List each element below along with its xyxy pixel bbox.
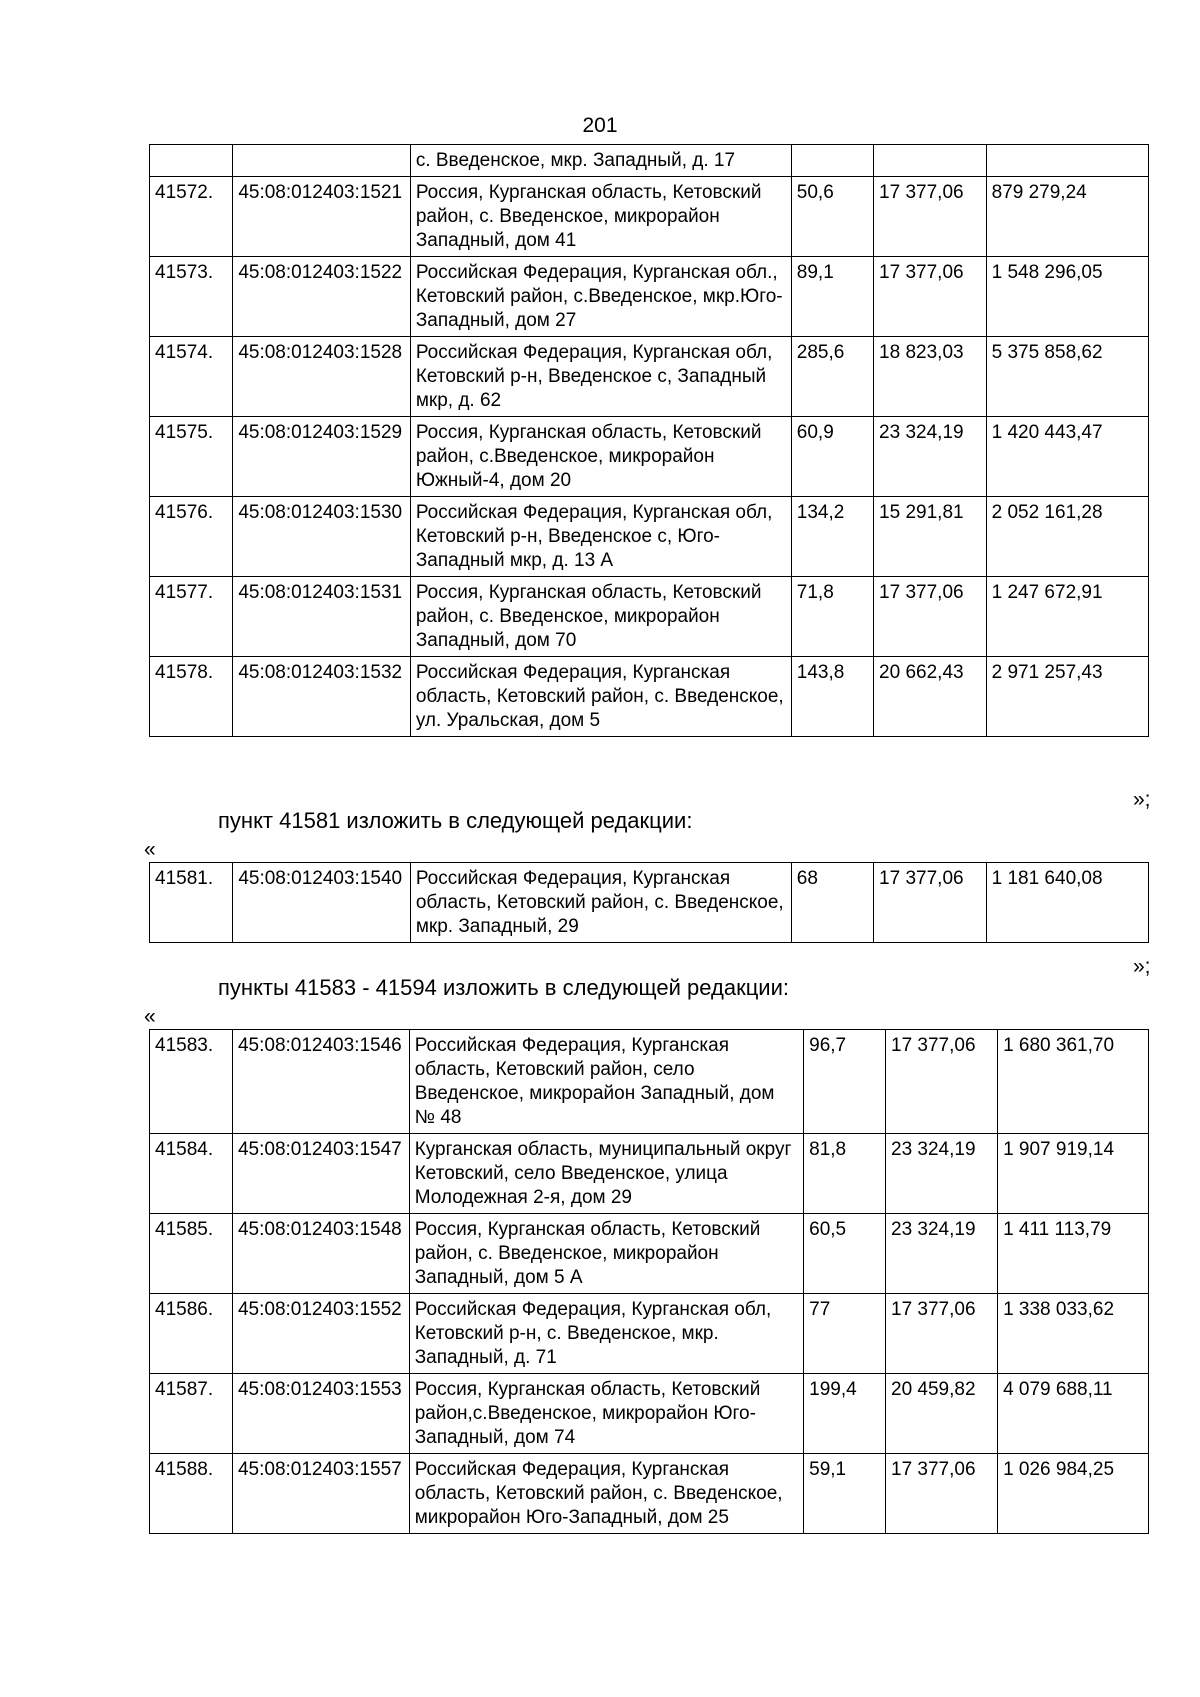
item-number-cell: 41583.	[150, 1030, 233, 1134]
item-number-cell: 41573.	[150, 257, 233, 337]
cadastral-number-cell: 45:08:012403:1530	[233, 497, 411, 577]
address-cell: Россия, Курганская область, Кетовский район, с. Введенское, микрорайон Западный, дом 70	[410, 577, 791, 657]
cadastral-number-cell: 45:08:012403:1528	[233, 337, 411, 417]
item-number-cell: 41575.	[150, 417, 233, 497]
area-cell: 60,9	[791, 417, 873, 497]
item-number-cell: 41585.	[150, 1214, 233, 1294]
address-cell: Россия, Курганская область, Кетовский район, с. Введенское, микрорайон Западный, дом 5 А	[409, 1214, 803, 1294]
table-row	[150, 1374, 1149, 1454]
cadastral-number-cell: 45:08:012403:1553	[232, 1374, 409, 1454]
cadastral-number-cell: 45:08:012403:1540	[233, 863, 411, 943]
table-row	[150, 1214, 1149, 1294]
cadastral-value-cell: 1 247 672,91	[986, 577, 1148, 657]
address-cell: Российская Федерация, Курганская обл., Кетовский район, с.Введенское, мкр.Юго-Западный, дом 27	[410, 257, 791, 337]
cadastral-number-cell: 45:08:012403:1529	[233, 417, 411, 497]
registry-table-2	[149, 862, 1149, 943]
item-number-cell: 41586.	[150, 1294, 233, 1374]
table-row	[150, 577, 1149, 657]
unit-price-cell: 17 377,06	[886, 1294, 998, 1374]
cadastral-value-cell: 1 026 984,25	[998, 1454, 1149, 1534]
table-row	[150, 1294, 1149, 1374]
table-row	[150, 337, 1149, 417]
cadastral-value-cell: 1 420 443,47	[986, 417, 1148, 497]
table-row	[150, 657, 1149, 737]
address-cell: Российская Федерация, Курганская область, Кетовский район, село Введенское, микрорайон Западный, дом № 48	[409, 1030, 803, 1134]
area-cell: 89,1	[791, 257, 873, 337]
item-number-cell: 41587.	[150, 1374, 233, 1454]
instruction-text: пункты 41583 - 41594 изложить в следующей редакции:	[218, 975, 790, 1000]
unit-price-cell: 17 377,06	[874, 177, 987, 257]
item-number-cell	[150, 145, 233, 177]
table-row	[150, 257, 1149, 337]
cadastral-number-cell: 45:08:012403:1521	[233, 177, 411, 257]
address-cell: Россия, Курганская область, Кетовский район,с.Введенское, микрорайон Юго-Западный, дом 74	[409, 1374, 803, 1454]
unit-price-cell: 17 377,06	[886, 1454, 998, 1534]
page-number: 201	[582, 114, 618, 137]
cadastral-value-cell: 2 052 161,28	[986, 497, 1148, 577]
cadastral-number-cell: 45:08:012403:1532	[233, 657, 411, 737]
unit-price-cell: 17 377,06	[874, 863, 987, 943]
area-cell: 96,7	[804, 1030, 886, 1134]
cadastral-value-cell: 879 279,24	[986, 177, 1148, 257]
cadastral-number-cell: 45:08:012403:1546	[232, 1030, 409, 1134]
area-cell: 68	[791, 863, 873, 943]
registry-table-3	[149, 1029, 1149, 1534]
area-cell: 71,8	[791, 577, 873, 657]
unit-price-cell: 17 377,06	[874, 577, 987, 657]
address-cell: Российская Федерация, Курганская область, Кетовский район, с. Введенское, ул. Уральская, дом 5	[410, 657, 791, 737]
item-number-cell: 41578.	[150, 657, 233, 737]
cadastral-number-cell: 45:08:012403:1548	[232, 1214, 409, 1294]
area-cell: 81,8	[804, 1134, 886, 1214]
opening-quote: «	[144, 1005, 156, 1028]
cadastral-value-cell: 1 907 919,14	[998, 1134, 1149, 1214]
instruction-text: пункт 41581 изложить в следующей редакции:	[218, 808, 693, 833]
unit-price-cell	[874, 145, 987, 177]
cadastral-number-cell: 45:08:012403:1552	[232, 1294, 409, 1374]
area-cell	[791, 145, 873, 177]
item-number-cell: 41581.	[150, 863, 233, 943]
table-row	[150, 863, 1149, 943]
table-row	[150, 497, 1149, 577]
cadastral-number-cell: 45:08:012403:1557	[232, 1454, 409, 1534]
cadastral-value-cell: 1 411 113,79	[998, 1214, 1149, 1294]
item-number-cell: 41576.	[150, 497, 233, 577]
unit-price-cell: 20 662,43	[874, 657, 987, 737]
unit-price-cell: 23 324,19	[886, 1134, 998, 1214]
cadastral-number-cell: 45:08:012403:1522	[233, 257, 411, 337]
cadastral-value-cell: 1 338 033,62	[998, 1294, 1149, 1374]
cadastral-number-cell	[233, 145, 411, 177]
item-number-cell: 41572.	[150, 177, 233, 257]
table-row	[150, 417, 1149, 497]
cadastral-value-cell: 1 680 361,70	[998, 1030, 1149, 1134]
cadastral-value-cell: 5 375 858,62	[986, 337, 1148, 417]
cadastral-value-cell: 4 079 688,11	[998, 1374, 1149, 1454]
address-cell: с. Введенское, мкр. Западный, д. 17	[410, 145, 791, 177]
address-cell: Россия, Курганская область, Кетовский район, с.Введенское, микрорайон Южный-4, дом 20	[410, 417, 791, 497]
area-cell: 143,8	[791, 657, 873, 737]
table-row	[150, 1134, 1149, 1214]
table-row	[150, 145, 1149, 177]
item-number-cell: 41584.	[150, 1134, 233, 1214]
opening-quote: «	[144, 838, 156, 861]
table-body	[150, 863, 1149, 943]
area-cell: 60,5	[804, 1214, 886, 1294]
cadastral-number-cell: 45:08:012403:1547	[232, 1134, 409, 1214]
table-row	[150, 1030, 1149, 1134]
unit-price-cell: 17 377,06	[886, 1030, 998, 1134]
unit-price-cell: 17 377,06	[874, 257, 987, 337]
cadastral-value-cell: 1 181 640,08	[986, 863, 1148, 943]
area-cell: 199,4	[804, 1374, 886, 1454]
area-cell: 59,1	[804, 1454, 886, 1534]
area-cell: 134,2	[791, 497, 873, 577]
item-number-cell: 41588.	[150, 1454, 233, 1534]
item-number-cell: 41574.	[150, 337, 233, 417]
registry-table-1	[149, 144, 1149, 737]
address-cell: Российская Федерация, Курганская область, Кетовский район, с. Введенское, микрорайон Юго-Западный, дом 25	[409, 1454, 803, 1534]
area-cell: 77	[804, 1294, 886, 1374]
address-cell: Российская Федерация, Курганская обл, Кетовский р-н, Введенское с, Юго-Западный мкр, д. 13 А	[410, 497, 791, 577]
table-row	[150, 177, 1149, 257]
cadastral-number-cell: 45:08:012403:1531	[233, 577, 411, 657]
unit-price-cell: 18 823,03	[874, 337, 987, 417]
closing-quote: »;	[1133, 788, 1151, 811]
address-cell: Российская Федерация, Курганская обл, Кетовский р-н, Введенское с, Западный мкр, д. 62	[410, 337, 791, 417]
address-cell: Россия, Курганская область, Кетовский район, с. Введенское, микрорайон Западный, дом 41	[410, 177, 791, 257]
unit-price-cell: 20 459,82	[886, 1374, 998, 1454]
unit-price-cell: 23 324,19	[886, 1214, 998, 1294]
closing-quote: »;	[1133, 955, 1151, 978]
table-body	[150, 145, 1149, 737]
unit-price-cell: 23 324,19	[874, 417, 987, 497]
unit-price-cell: 15 291,81	[874, 497, 987, 577]
area-cell: 50,6	[791, 177, 873, 257]
area-cell: 285,6	[791, 337, 873, 417]
address-cell: Российская Федерация, Курганская область, Кетовский район, с. Введенское, мкр. Западный, 29	[410, 863, 791, 943]
address-cell: Российская Федерация, Курганская обл, Кетовский р-н, с. Введенское, мкр. Западный, д. 71	[409, 1294, 803, 1374]
cadastral-value-cell: 1 548 296,05	[986, 257, 1148, 337]
table-body	[150, 1030, 1149, 1534]
item-number-cell: 41577.	[150, 577, 233, 657]
address-cell: Курганская область, муниципальный округ Кетовский, село Введенское, улица Молодежная 2-я, дом 29	[409, 1134, 803, 1214]
cadastral-value-cell	[986, 145, 1148, 177]
cadastral-value-cell: 2 971 257,43	[986, 657, 1148, 737]
table-row	[150, 1454, 1149, 1534]
